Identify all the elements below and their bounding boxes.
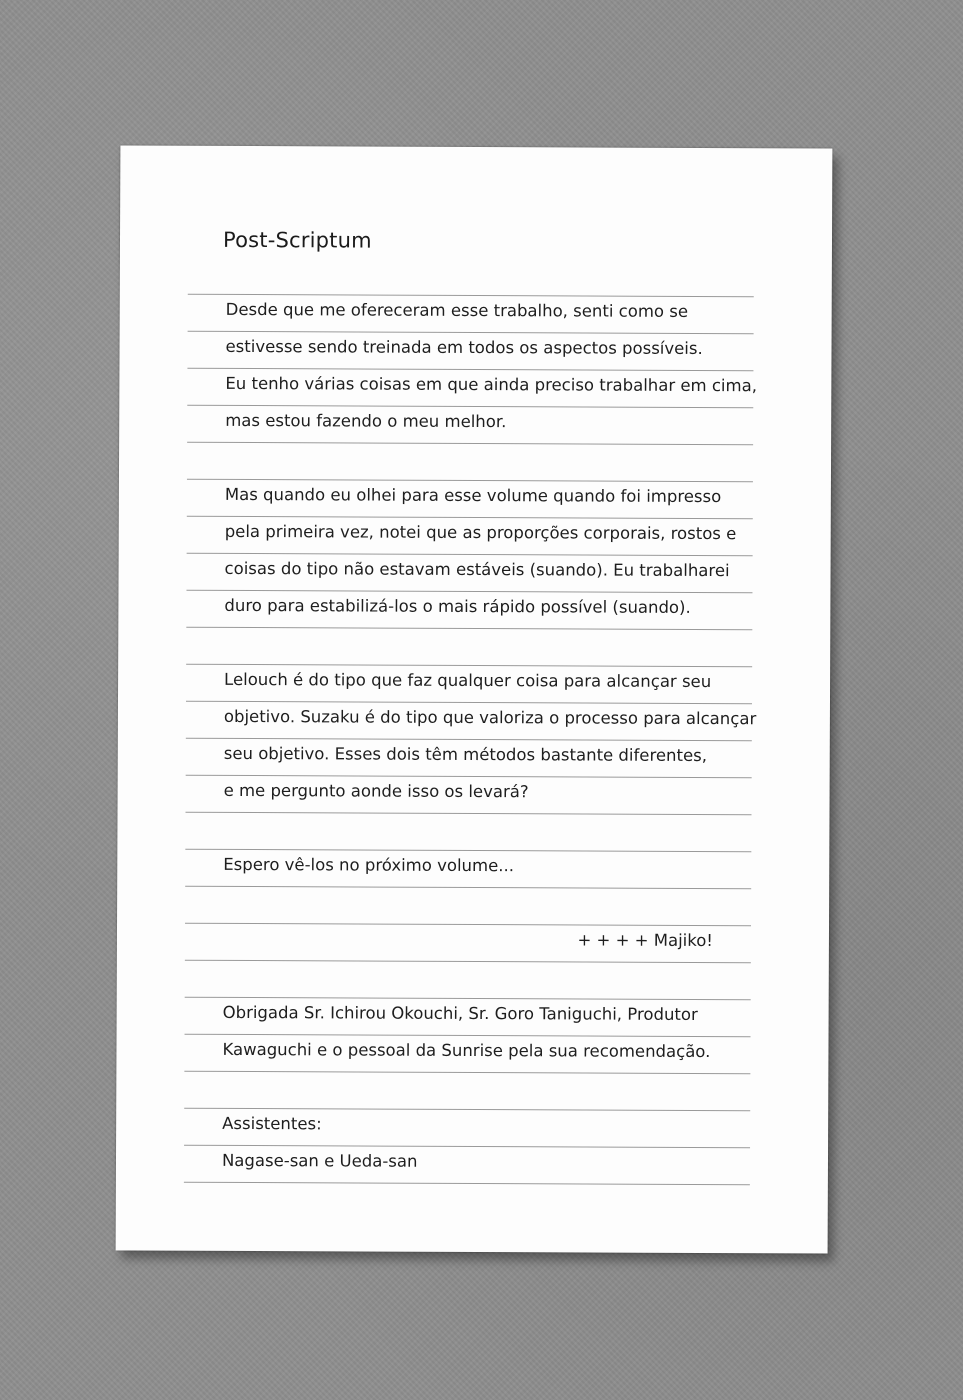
ruled-line	[186, 738, 752, 741]
page-title: Post-Scriptum	[222, 227, 372, 253]
ruled-line	[185, 923, 751, 926]
ruled-line	[188, 294, 754, 297]
thanks-line: Obrigada Sr. Ichirou Okouchi, Sr. Goro Taniguchi, Produtor	[222, 1002, 698, 1024]
text-line: pela primeira vez, notei que as proporções corporais, rostos e	[224, 521, 737, 544]
text-line: seu objetivo. Esses dois têm métodos bastante diferentes,	[223, 743, 708, 766]
signature: + + + + Majiko!	[577, 930, 713, 951]
ruled-line	[187, 405, 753, 408]
text-line: objetivo. Suzaku é do tipo que valoriza o processo para alcançar	[223, 706, 757, 729]
text-line: Lelouch é do tipo que faz qualquer coisa para alcançar seu	[224, 669, 712, 692]
ruled-line	[187, 553, 753, 556]
text-line: estivesse sendo treinada em todos os aspectos possíveis.	[225, 336, 703, 358]
closing-line: Espero vê-los no próximo volume...	[223, 854, 515, 876]
text-line: e me pergunto aonde isso os levará?	[223, 780, 529, 802]
ruled-line	[187, 516, 753, 519]
thanks-line: Kawaguchi e o pessoal da Sunrise pela sua recomendação.	[222, 1039, 711, 1062]
ruled-line	[187, 479, 753, 482]
assistants-label: Assistentes:	[222, 1113, 322, 1134]
ruled-line	[185, 1034, 751, 1037]
ruled-line	[184, 1182, 750, 1185]
ruled-line	[184, 1071, 750, 1074]
ruled-line	[185, 960, 751, 963]
ruled-line	[184, 1145, 750, 1148]
ruled-line	[186, 590, 752, 593]
ruled-line	[185, 997, 751, 1000]
ruled-line	[187, 368, 753, 371]
ruled-line	[184, 1108, 750, 1111]
ruled-line	[185, 849, 751, 852]
text-line: Eu tenho várias coisas em que ainda preciso trabalhar em cima,	[225, 373, 758, 396]
ruled-line	[187, 442, 753, 445]
ruled-line	[188, 331, 754, 334]
assistants-names: Nagase-san e Ueda-san	[221, 1150, 418, 1171]
ruled-line	[185, 886, 751, 889]
text-line: coisas do tipo não estavam estáveis (suando). Eu trabalharei	[224, 558, 730, 581]
text-line: Mas quando eu olhei para esse volume quando foi impresso	[224, 484, 722, 507]
text-line: mas estou fazendo o meu melhor.	[225, 410, 507, 432]
ruled-line	[186, 812, 752, 815]
ruled-line	[186, 775, 752, 778]
ruled-line	[186, 701, 752, 704]
text-line: duro para estabilizá-los o mais rápido possível (suando).	[224, 595, 691, 617]
ruled-line	[186, 627, 752, 630]
paper-sheet	[116, 145, 833, 1253]
text-line: Desde que me ofereceram esse trabalho, senti como se	[225, 299, 689, 321]
ruled-line	[186, 664, 752, 667]
